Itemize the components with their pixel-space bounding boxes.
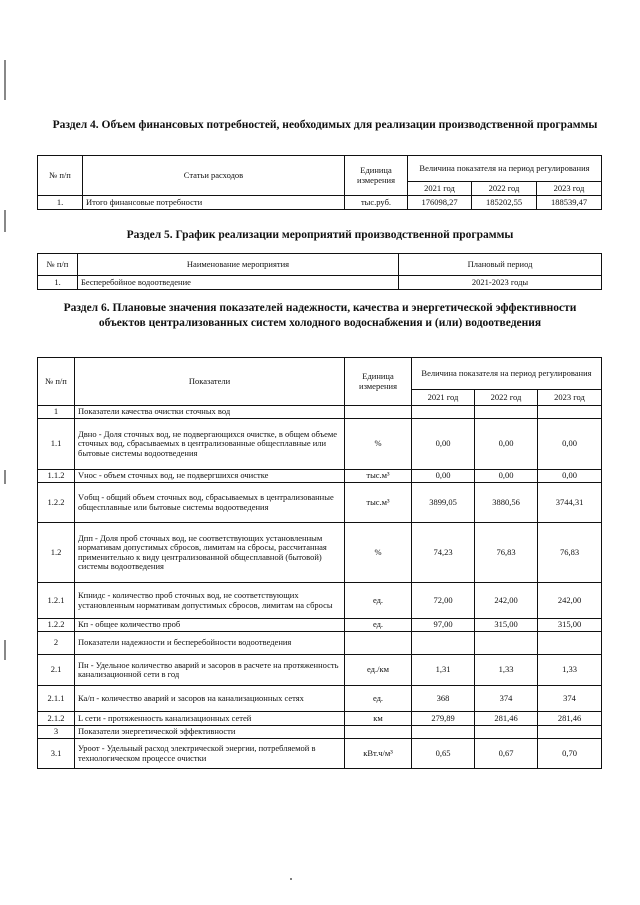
row-value-2023: 242,00 — [538, 583, 602, 619]
row-value-2022: 242,00 — [475, 583, 538, 619]
row-value-2023: 281,46 — [538, 712, 602, 726]
row-num: 2.1 — [38, 655, 75, 686]
col-num-header: № п/п — [38, 156, 83, 196]
row-value-2021: 97,00 — [412, 619, 475, 632]
row-value-2021: 0,00 — [412, 470, 475, 483]
row-indicator: Пн - Удельное количество аварий и засоров в расчете на протяженность канализационной сети в год — [75, 655, 345, 686]
row-value-2022: 185202,55 — [472, 196, 537, 210]
section4-title: Раздел 4. Объем финансовых потребностей, необходимых для реализации производственной программы — [52, 119, 598, 131]
row-indicator: Кп - общее количество проб — [75, 619, 345, 632]
row-unit — [345, 406, 412, 419]
col-item-header: Статьи расходов — [83, 156, 345, 196]
row-unit — [345, 726, 412, 739]
row-indicator: Показатели энергетической эффективности — [75, 726, 345, 739]
table-row — [38, 196, 602, 210]
row-num: 3.1 — [38, 739, 75, 769]
col-2023-header: 2023 год — [537, 182, 602, 196]
table-row — [38, 483, 602, 523]
table-row — [38, 419, 602, 470]
row-indicator: Показатели надежности и бесперебойности водоотведения — [75, 632, 345, 655]
col-2022-header: 2022 год — [475, 390, 538, 406]
row-num: 2.1.1 — [38, 686, 75, 712]
row-value-2021: 0,65 — [412, 739, 475, 769]
table-row — [38, 655, 602, 686]
row-value-2022: 0,00 — [475, 419, 538, 470]
col-2022-header: 2022 год — [472, 182, 537, 196]
row-value-2023: 1,33 — [538, 655, 602, 686]
col-num-header: № п/п — [38, 254, 78, 276]
col-2021-header: 2021 год — [412, 390, 475, 406]
row-unit: тыс.руб. — [345, 196, 408, 210]
row-value-2021: 0,00 — [412, 419, 475, 470]
row-value-2023: 315,00 — [538, 619, 602, 632]
table-row — [38, 726, 602, 739]
table-row — [38, 406, 602, 419]
row-indicator: Ка/п - количество аварий и засоров на канализационных сетях — [75, 686, 345, 712]
row-value-2021: 74,23 — [412, 523, 475, 583]
row-num: 3 — [38, 726, 75, 739]
table-row — [38, 712, 602, 726]
row-indicator: Дпп - Доля проб сточных вод, не соответствующих установленным нормативам допустимых сбросов, лимитам на сбросы, рассчитанная применительно к виду централизованной общесплавной (бытовой) системы водоотведения — [75, 523, 345, 583]
row-value-2022 — [475, 632, 538, 655]
row-unit: ед./км — [345, 655, 412, 686]
row-num: 1.1 — [38, 419, 75, 470]
row-value-2021: 176098,27 — [408, 196, 472, 210]
scan-edge-mark — [4, 210, 6, 232]
row-value-2023 — [538, 632, 602, 655]
row-num: 1 — [38, 406, 75, 419]
row-value-2021 — [412, 726, 475, 739]
row-num: 1.1.2 — [38, 470, 75, 483]
row-value-2022: 76,83 — [475, 523, 538, 583]
row-unit: км — [345, 712, 412, 726]
row-value-2021: 72,00 — [412, 583, 475, 619]
row-value-2023: 188539,47 — [537, 196, 602, 210]
row-num: 1.2 — [38, 523, 75, 583]
row-num: 1. — [38, 276, 78, 290]
row-indicator: Vобщ - общий объем сточных вод, сбрасываемых в централизованные общесплавные или бытовые системы водоотведения — [75, 483, 345, 523]
row-indicator: Кпнидс - количество проб сточных вод, не соответствующих установленным нормативам допустимых сбросов, лимитам на сбросы — [75, 583, 345, 619]
row-item: Итого финансовые потребности — [83, 196, 345, 210]
col-value-header: Величина показателя на период регулирования — [408, 156, 602, 182]
row-value-2022 — [475, 726, 538, 739]
row-value-2023 — [538, 726, 602, 739]
table-row — [38, 523, 602, 583]
row-unit: ед. — [345, 619, 412, 632]
row-period: 2021-2023 годы — [399, 276, 602, 290]
row-num: 1.2.2 — [38, 483, 75, 523]
row-unit: тыс.м³ — [345, 470, 412, 483]
row-value-2022 — [475, 406, 538, 419]
col-period-header: Плановый период — [399, 254, 602, 276]
table-row — [38, 583, 602, 619]
table-row — [38, 619, 602, 632]
row-value-2021 — [412, 632, 475, 655]
row-indicator: Уроот - Удельный расход электрической энергии, потребляемой в технологическом процессе очистки — [75, 739, 345, 769]
row-value-2023: 374 — [538, 686, 602, 712]
section5-title: Раздел 5. График реализации мероприятий производственной программы — [126, 229, 514, 241]
table-row — [38, 276, 602, 290]
row-value-2021: 279,89 — [412, 712, 475, 726]
row-unit — [345, 632, 412, 655]
row-indicator: L сети - протяженность канализационных сетей — [75, 712, 345, 726]
scan-edge-mark — [4, 470, 6, 484]
row-unit: кВт.ч/м³ — [345, 739, 412, 769]
row-unit: ед. — [345, 686, 412, 712]
col-num-header: № п/п — [38, 358, 75, 406]
col-indicator-header: Показатели — [75, 358, 345, 406]
section5-table — [37, 253, 602, 290]
row-value-2021: 1,31 — [412, 655, 475, 686]
row-value-2023: 3744,31 — [538, 483, 602, 523]
row-value-2022: 0,00 — [475, 470, 538, 483]
section6-title: Раздел 6. Плановые значения показателей надежности, качества и энергетической эффективности объектов централизованных систем холодного водоснабжения и (или) водоотведения — [63, 302, 577, 329]
scan-edge-mark — [4, 640, 6, 660]
row-value-2023: 0,70 — [538, 739, 602, 769]
row-unit: тыс.м³ — [345, 483, 412, 523]
row-value-2023: 0,00 — [538, 470, 602, 483]
row-value-2023 — [538, 406, 602, 419]
row-value-2022: 281,46 — [475, 712, 538, 726]
col-2021-header: 2021 год — [408, 182, 472, 196]
row-value-2022: 374 — [475, 686, 538, 712]
row-value-2021 — [412, 406, 475, 419]
row-value-2021: 3899,05 — [412, 483, 475, 523]
row-name: Бесперебойное водоотведение — [78, 276, 399, 290]
row-num: 1.2.1 — [38, 583, 75, 619]
row-num: 2 — [38, 632, 75, 655]
row-value-2021: 368 — [412, 686, 475, 712]
row-indicator: Vнoc - объем сточных вод, не подвергшихся очистке — [75, 470, 345, 483]
row-unit: ед. — [345, 583, 412, 619]
row-value-2023: 0,00 — [538, 419, 602, 470]
col-unit-header: Единица измерения — [345, 358, 412, 406]
row-num: 1.2.2 — [38, 619, 75, 632]
col-2023-header: 2023 год — [538, 390, 602, 406]
row-unit: % — [345, 523, 412, 583]
scan-speck — [290, 878, 292, 880]
section6-table — [37, 357, 602, 769]
scan-edge-mark — [4, 60, 6, 100]
row-value-2023: 76,83 — [538, 523, 602, 583]
col-name-header: Наименование мероприятия — [78, 254, 399, 276]
row-indicator: Показатели качества очистки сточных вод — [75, 406, 345, 419]
row-num: 1. — [38, 196, 83, 210]
row-num: 2.1.2 — [38, 712, 75, 726]
row-indicator: Двнo - Доля сточных вод, не подвергающихся очистке, в общем объеме сточных вод, сбрасываемых в централизованные общесплавные или бытовые системы водоотведения — [75, 419, 345, 470]
row-value-2022: 0,67 — [475, 739, 538, 769]
col-unit-header: Единица измерения — [345, 156, 408, 196]
table-row — [38, 470, 602, 483]
row-value-2022: 315,00 — [475, 619, 538, 632]
col-value-header: Величина показателя на период регулирования — [412, 358, 602, 390]
table-row — [38, 686, 602, 712]
row-value-2022: 1,33 — [475, 655, 538, 686]
row-unit: % — [345, 419, 412, 470]
table-row — [38, 739, 602, 769]
row-value-2022: 3880,56 — [475, 483, 538, 523]
section4-table — [37, 155, 602, 210]
table-row — [38, 632, 602, 655]
